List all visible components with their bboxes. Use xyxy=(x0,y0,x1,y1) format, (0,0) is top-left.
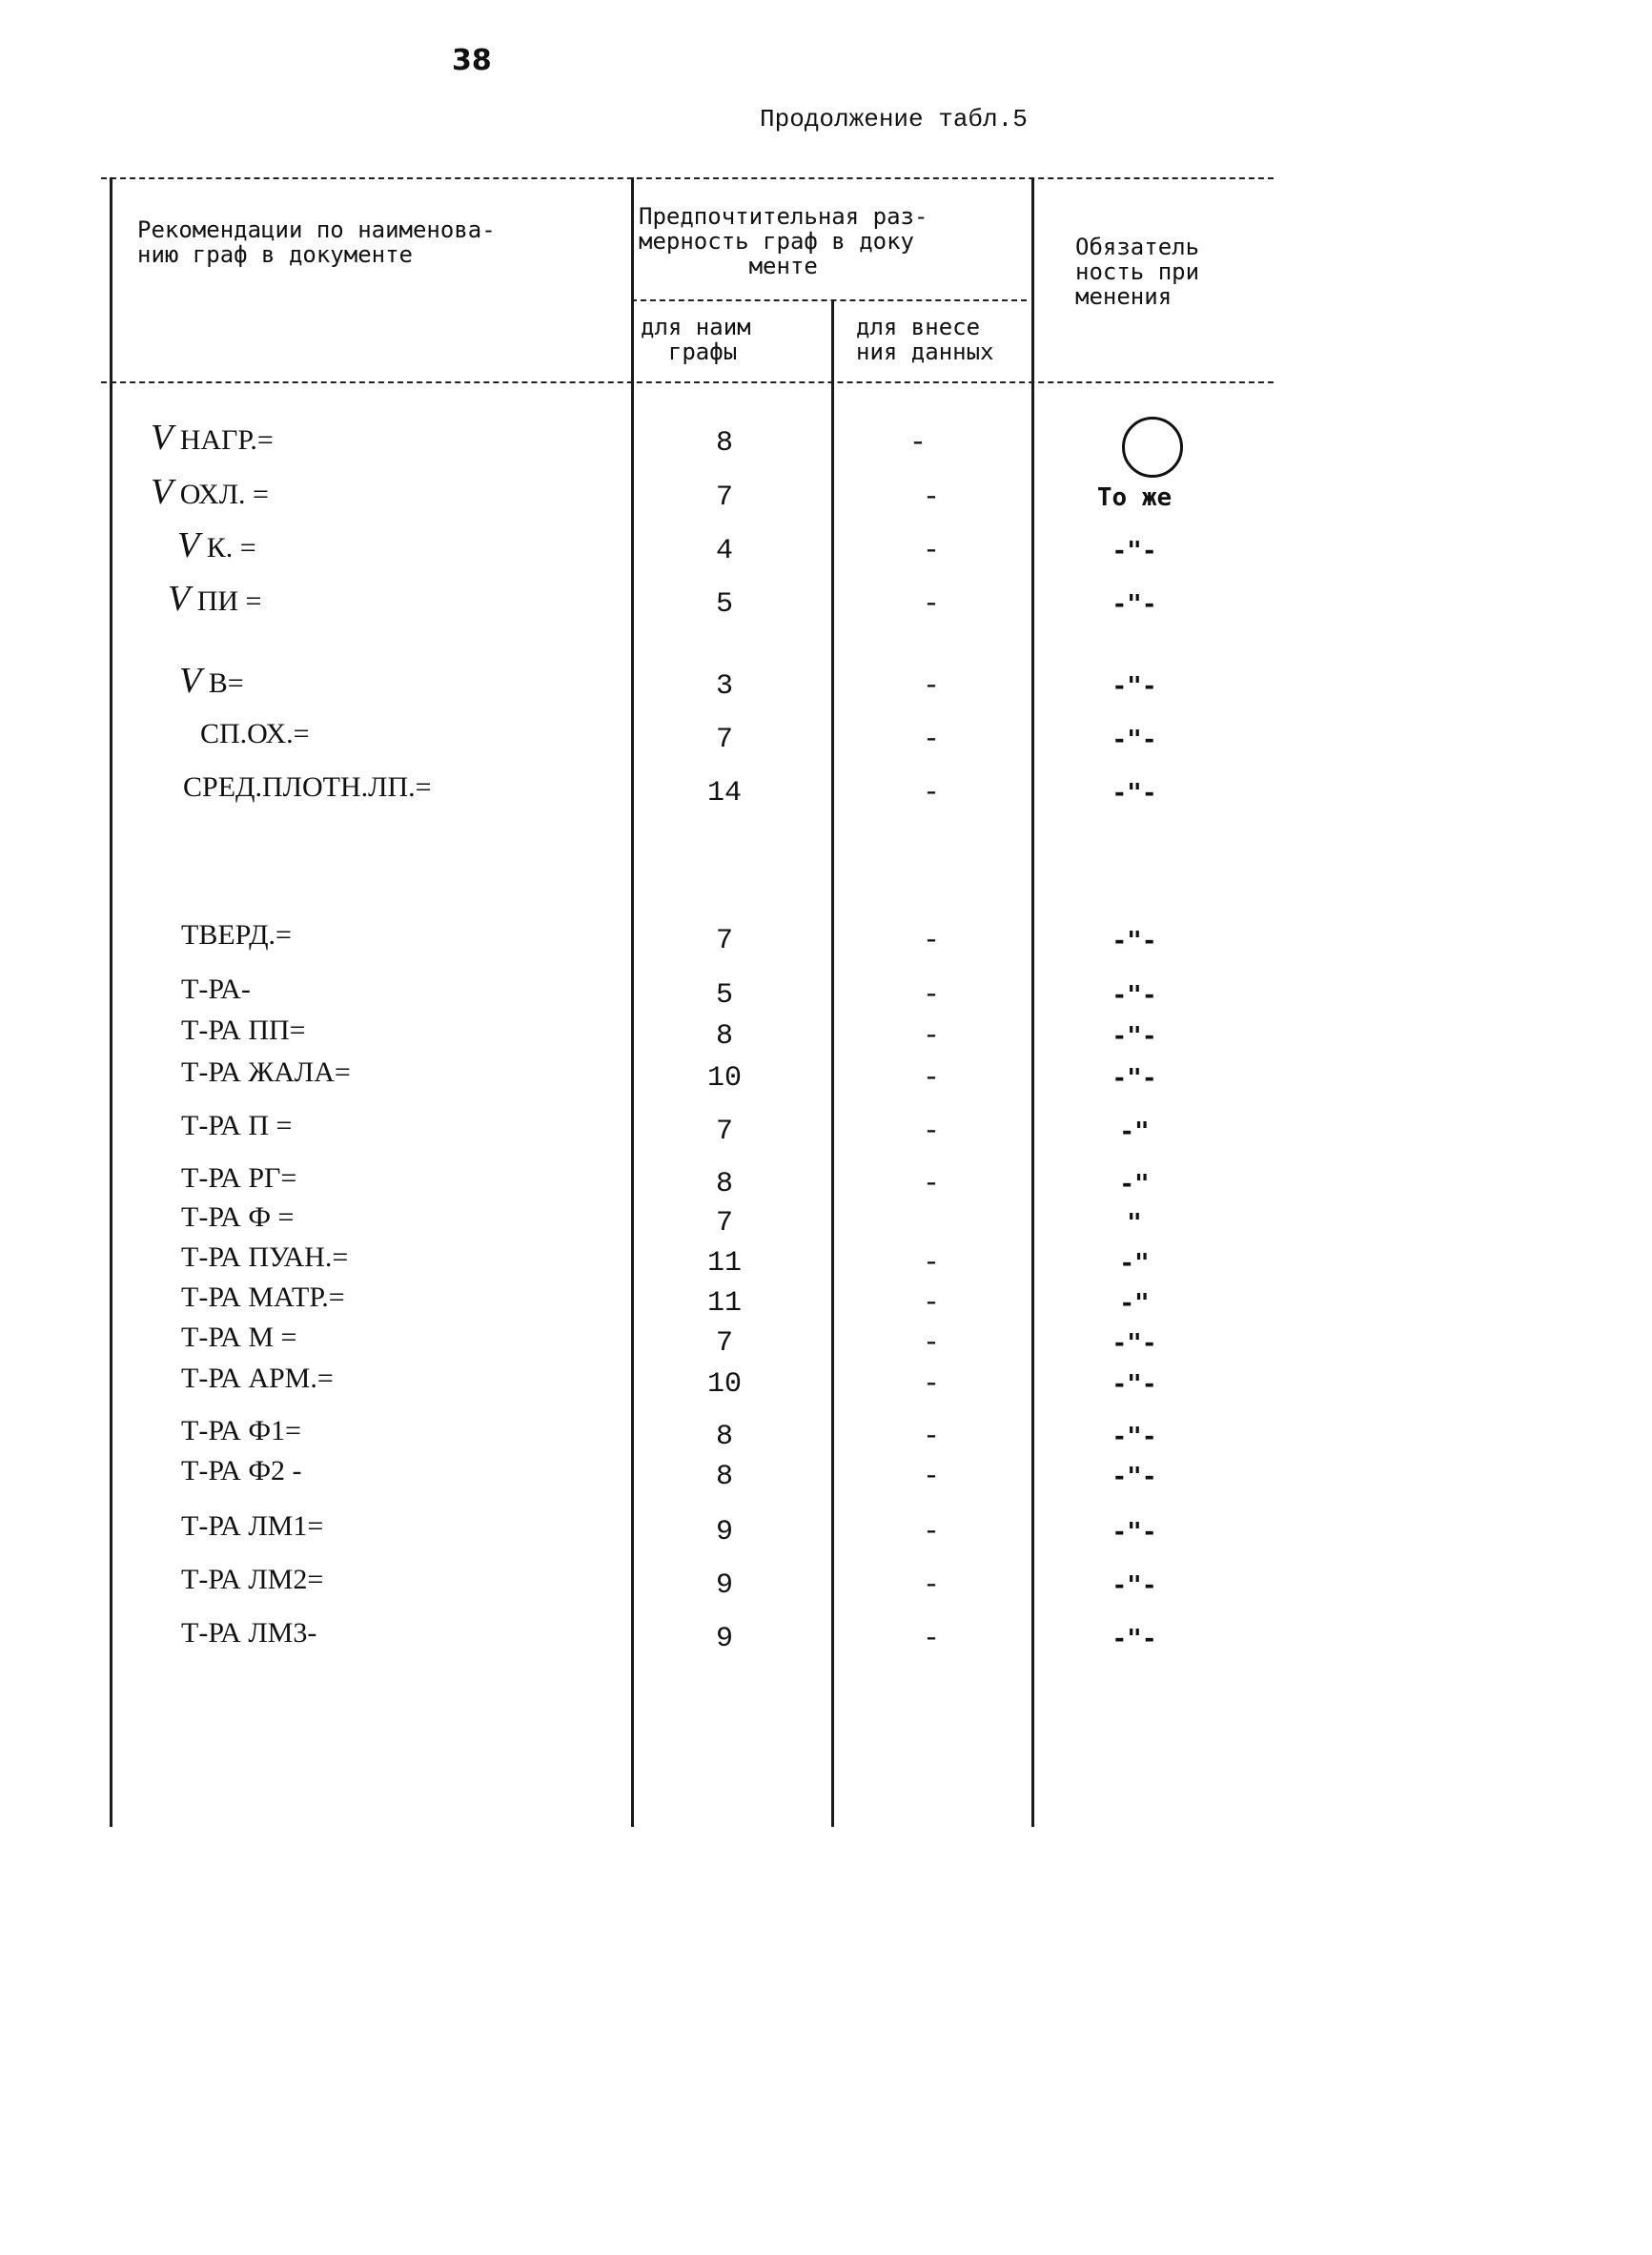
row-name-text: Т-РА АРМ.= xyxy=(181,1363,334,1394)
row-mandatory-mark: -"- xyxy=(1112,1329,1157,1358)
table-continuation-caption: Продолжение табл.5 xyxy=(760,105,1028,133)
row-size-for-data: - xyxy=(922,588,940,621)
row-size-for-name: 4 xyxy=(715,535,733,567)
row-name xyxy=(181,1281,345,1314)
row-name-prefix: V xyxy=(177,525,200,565)
row-mandatory-mark: " xyxy=(1127,1209,1142,1238)
row-name xyxy=(151,472,269,512)
row-size-for-data: - xyxy=(922,1247,940,1280)
row-size-for-name: 8 xyxy=(715,1421,733,1453)
header-mandatory: Обязатель ность при менения xyxy=(1075,234,1200,310)
row-mandatory-mark: То же xyxy=(1096,483,1173,512)
row-size-for-name: 9 xyxy=(715,1623,733,1655)
row-mandatory-mark: -"- xyxy=(1112,1625,1157,1653)
mandatory-circle-mark xyxy=(1122,417,1183,478)
row-name-text: СП.ОХ.= xyxy=(200,718,310,749)
row-size-for-data: - xyxy=(922,777,940,810)
row-mandatory-mark: -"- xyxy=(1112,1571,1157,1600)
row-name-prefix: V xyxy=(151,472,173,512)
row-size-for-data: - xyxy=(922,1368,940,1401)
row-size-for-name: 3 xyxy=(715,670,733,703)
row-name xyxy=(181,1162,296,1195)
row-mandatory-mark: -"- xyxy=(1112,1022,1157,1051)
row-size-for-data: - xyxy=(922,482,940,514)
row-name-prefix: V xyxy=(179,661,202,701)
row-mandatory-mark: -"- xyxy=(1112,672,1157,701)
row-size-for-data: - xyxy=(922,1461,940,1493)
row-mandatory-mark: -" xyxy=(1119,1170,1150,1199)
row-size-for-name: 8 xyxy=(715,427,733,460)
row-size-for-name: 7 xyxy=(715,1327,733,1360)
row-mandatory-mark: -" xyxy=(1119,1249,1150,1278)
row-size-for-name: 5 xyxy=(715,588,733,621)
row-name xyxy=(151,418,274,458)
row-name xyxy=(181,1510,323,1543)
row-size-for-name: 11 xyxy=(706,1247,742,1280)
row-name xyxy=(179,661,244,701)
header-bottom-rule xyxy=(101,381,1274,383)
row-name-text: ОХЛ. = xyxy=(173,479,269,510)
row-name xyxy=(177,525,256,565)
header-preferred-size: Предпочтительная раз- мерность граф в доку менте xyxy=(639,203,928,279)
row-size-for-name: 10 xyxy=(706,1062,742,1095)
row-size-for-name: 8 xyxy=(715,1168,733,1200)
row-size-for-name: 14 xyxy=(706,777,742,810)
row-size-for-name: 8 xyxy=(715,1461,733,1493)
row-name-text: Т-РА ПП= xyxy=(181,1015,306,1046)
row-size-for-name: 7 xyxy=(715,1207,733,1240)
row-mandatory-mark: -" xyxy=(1119,1117,1150,1146)
row-name xyxy=(181,1564,323,1596)
row-name xyxy=(181,1617,316,1650)
row-name-prefix: V xyxy=(151,418,173,458)
page-number: 38 xyxy=(452,44,492,77)
row-name-text: Т-РА МАТР.= xyxy=(181,1281,345,1313)
row-size-for-data: - xyxy=(922,1168,940,1200)
row-mandatory-mark: -"- xyxy=(1112,1370,1157,1399)
header-subdivider-rule xyxy=(631,299,1027,301)
row-name-text: НАГР.= xyxy=(173,424,274,456)
row-mandatory-mark: -"- xyxy=(1112,1518,1157,1547)
row-name-prefix: V xyxy=(168,579,191,619)
row-mandatory-mark: -"- xyxy=(1112,1064,1157,1093)
row-size-for-data: - xyxy=(922,1623,940,1655)
row-name xyxy=(181,1363,334,1395)
row-size-for-data: - xyxy=(922,1516,940,1548)
column-divider-2 xyxy=(831,299,834,1827)
header-size-for-data: для внесе ния данных xyxy=(856,314,994,365)
row-size-for-data: - xyxy=(922,1062,940,1095)
row-name xyxy=(181,1455,302,1487)
row-name-text: Т-РА- xyxy=(181,974,251,1005)
row-name-text: Т-РА Ф2 - xyxy=(181,1455,302,1486)
row-name xyxy=(181,1322,296,1354)
row-size-for-data: - xyxy=(922,535,940,567)
row-name xyxy=(181,1201,294,1234)
row-size-for-data: - xyxy=(922,1116,940,1148)
row-name xyxy=(168,579,262,619)
row-name xyxy=(181,974,251,1006)
row-size-for-data: - xyxy=(922,1327,940,1360)
row-name-text: СРЕД.ПЛОТН.ЛП.= xyxy=(183,771,432,803)
row-size-for-name: 8 xyxy=(715,1020,733,1053)
row-name xyxy=(181,1015,306,1047)
row-mandatory-mark: -"- xyxy=(1112,927,1157,955)
row-name-text: Т-РА ЛМ1= xyxy=(181,1510,324,1542)
row-name xyxy=(181,1415,301,1447)
table-left-border xyxy=(110,177,112,1827)
column-divider-3 xyxy=(1031,177,1034,1827)
row-size-for-data: - xyxy=(922,1020,940,1053)
row-size-for-data: - xyxy=(922,670,940,703)
row-size-for-data: - xyxy=(922,1421,940,1453)
row-mandatory-mark: -"- xyxy=(1112,779,1157,808)
header-size-for-name: для наим графы xyxy=(641,314,751,365)
row-name-text: К. = xyxy=(199,532,256,564)
row-size-for-name: 9 xyxy=(715,1569,733,1602)
row-size-for-name: 10 xyxy=(706,1368,742,1401)
row-name xyxy=(181,919,292,952)
row-name xyxy=(181,1241,348,1274)
row-mandatory-mark: -"- xyxy=(1112,590,1157,619)
row-name-text: В= xyxy=(201,667,244,699)
row-name-text: Т-РА ЛМ3- xyxy=(181,1617,317,1649)
row-name-text: ПИ = xyxy=(190,585,262,617)
table-top-rule xyxy=(101,177,1274,179)
row-name-text: Т-РА РГ= xyxy=(181,1162,297,1194)
row-mandatory-mark: -"- xyxy=(1112,981,1157,1010)
row-name-text: Т-РА ПУАН.= xyxy=(181,1241,349,1273)
row-name-text: Т-РА ЛМ2= xyxy=(181,1564,324,1595)
row-name xyxy=(181,1056,351,1089)
row-size-for-data: - xyxy=(922,925,940,957)
header-recommendations: Рекомендации по наименова- нию граф в документе xyxy=(137,216,496,268)
row-name-text: Т-РА Ф1= xyxy=(181,1415,301,1446)
row-size-for-name: 7 xyxy=(715,724,733,756)
row-name-text: Т-РА Ф = xyxy=(181,1201,295,1233)
column-divider-1 xyxy=(631,177,634,1827)
row-name-text: Т-РА ЖАЛА= xyxy=(181,1056,351,1088)
row-name xyxy=(183,771,432,804)
row-size-for-name: 7 xyxy=(715,1116,733,1148)
row-size-for-data: - xyxy=(908,427,927,460)
row-size-for-data: - xyxy=(922,1569,940,1602)
row-name-text: Т-РА П = xyxy=(181,1110,293,1141)
row-mandatory-mark: -"- xyxy=(1112,537,1157,565)
row-size-for-name: 5 xyxy=(715,979,733,1012)
row-size-for-name: 11 xyxy=(706,1287,742,1320)
row-size-for-name: 7 xyxy=(715,925,733,957)
row-name xyxy=(181,1110,292,1142)
row-size-for-name: 7 xyxy=(715,482,733,514)
row-name-text: Т-РА М = xyxy=(181,1322,297,1353)
row-mandatory-mark: -" xyxy=(1119,1289,1150,1318)
row-name-text: ТВЕРД.= xyxy=(181,919,292,951)
row-mandatory-mark: -"- xyxy=(1112,726,1157,754)
row-size-for-data: - xyxy=(922,724,940,756)
row-size-for-data: - xyxy=(922,979,940,1012)
row-size-for-data: - xyxy=(922,1287,940,1320)
row-mandatory-mark: -"- xyxy=(1112,1423,1157,1451)
row-mandatory-mark: -"- xyxy=(1112,1463,1157,1491)
row-size-for-name: 9 xyxy=(715,1516,733,1548)
row-name xyxy=(200,718,310,750)
